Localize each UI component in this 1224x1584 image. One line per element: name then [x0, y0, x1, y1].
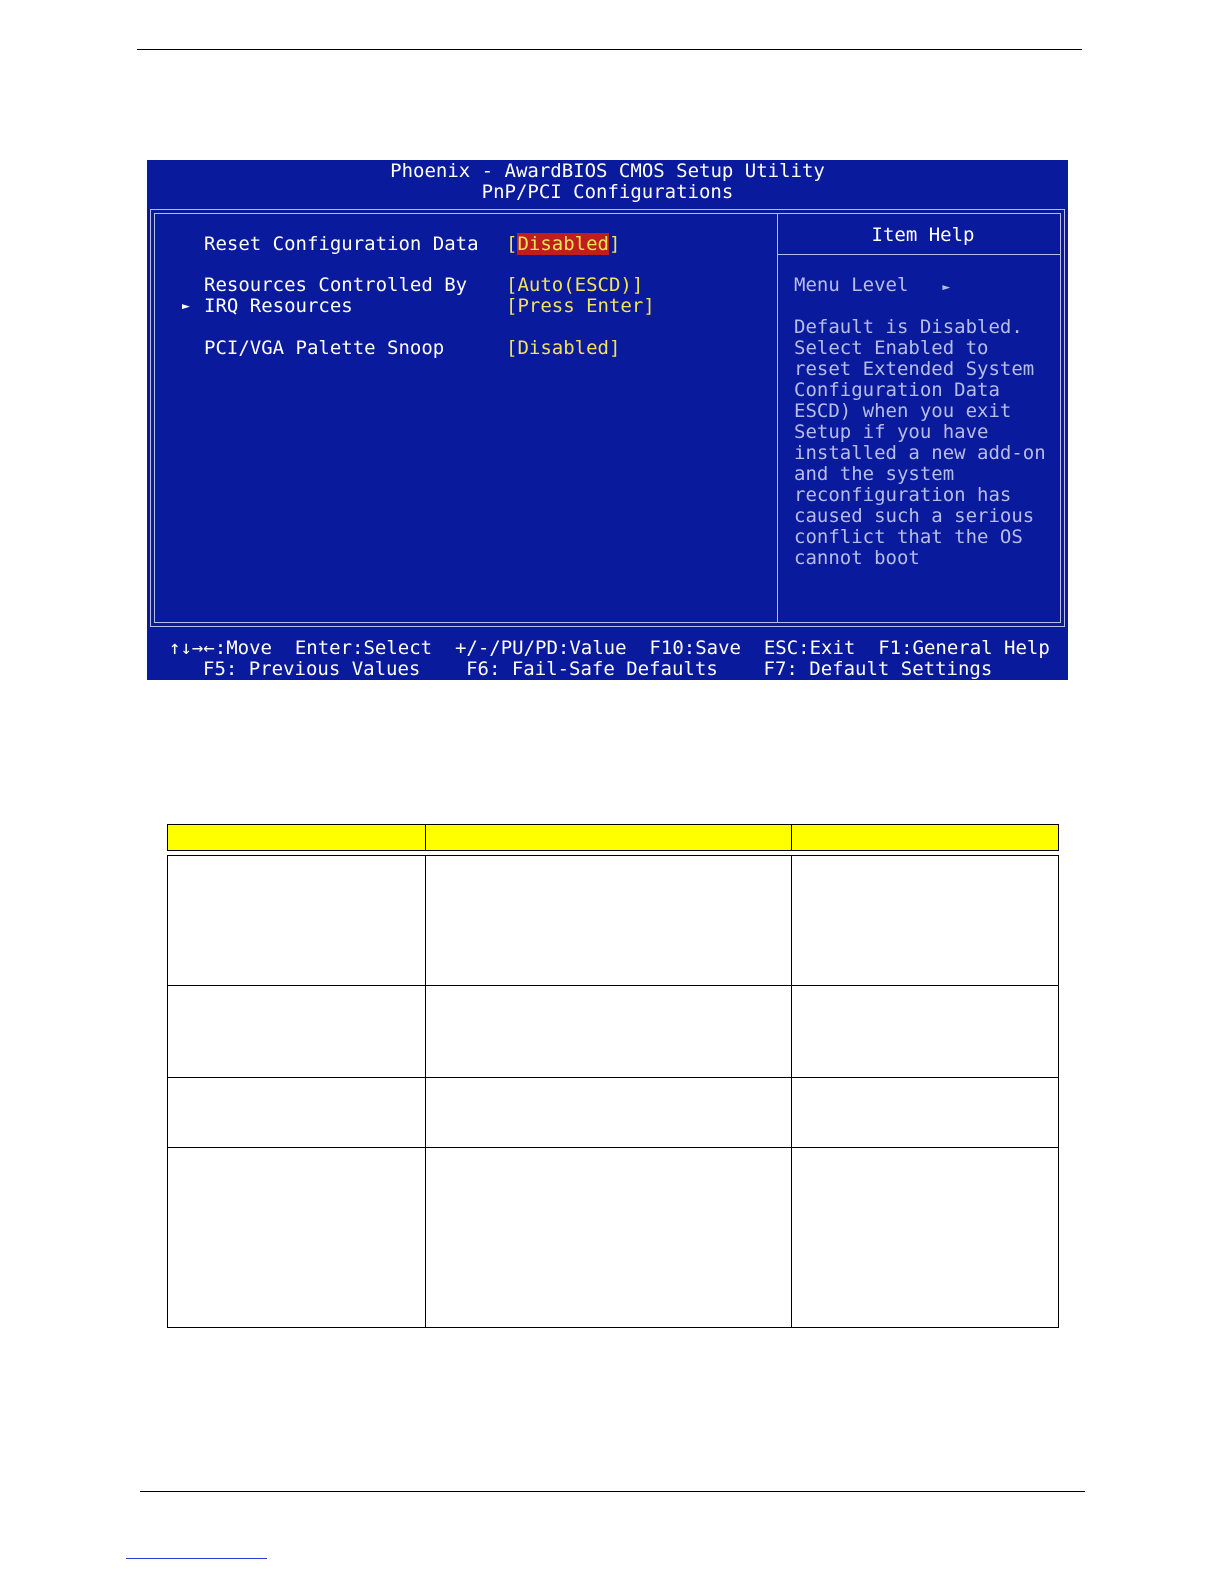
- help-line: ESCD) when you exit: [794, 400, 1012, 422]
- table-header-cell: [425, 824, 792, 851]
- table-column-divider: [425, 855, 426, 1328]
- bios-subtitle: PnP/PCI Configurations: [481, 181, 734, 203]
- setting-resources-controlled-by-value[interactable]: [Auto(ESCD)]: [506, 274, 644, 296]
- setting-pci-vga-palette-snoop-value[interactable]: [Disabled]: [506, 337, 621, 359]
- help-line: reset Extended System: [794, 358, 1035, 380]
- bios-inner-frame: [154, 213, 1061, 623]
- bios-title-area: [147, 160, 1068, 203]
- key-legend-line-2: F5: Previous Values F6: Fail-Safe Defaults F7: Default Settings: [203, 658, 993, 680]
- table-row-divider: [167, 1147, 1059, 1148]
- page-header-rule: [137, 49, 1082, 50]
- help-line: installed a new add-on: [794, 442, 1046, 464]
- help-line: Select Enabled to: [794, 337, 989, 359]
- help-line: caused such a serious: [794, 505, 1035, 527]
- help-line: conflict that the OS: [794, 526, 1023, 548]
- menu-level-text: [794, 275, 950, 298]
- table-column-divider: [167, 855, 168, 1328]
- table-row-divider: [167, 1327, 1059, 1328]
- help-panel-divider: [777, 214, 778, 622]
- setting-irq-resources-label[interactable]: IRQ Resources: [204, 295, 353, 317]
- table-row-divider: [167, 855, 1059, 856]
- table-row-divider: [167, 985, 1059, 986]
- table-column-divider: [791, 855, 792, 1328]
- help-line: Setup if you have: [794, 421, 989, 443]
- menu-level-arrow-icon: ►: [942, 280, 951, 295]
- key-legend-line-1: ↑↓→←:Move Enter:Select +/-/PU/PD:Value F10:Save ESC:Exit F1:General Help: [169, 637, 1050, 659]
- footer-link-underline[interactable]: [126, 1558, 267, 1559]
- value-bracket-close: ]: [608, 233, 621, 255]
- item-help-title: Item Help: [871, 224, 975, 246]
- submenu-arrow-icon: ►: [182, 299, 190, 314]
- value-bracket-open: [: [506, 233, 518, 255]
- setting-reset-configuration-data-label[interactable]: Reset Configuration Data: [204, 233, 479, 255]
- help-line: and the system: [794, 463, 955, 485]
- setting-irq-resources-value[interactable]: [Press Enter]: [506, 295, 655, 317]
- table-header-cell: [791, 824, 1059, 851]
- help-line: cannot boot: [794, 547, 920, 569]
- help-line: Configuration Data: [794, 379, 1000, 401]
- setting-reset-configuration-data-value[interactable]: [506, 234, 620, 255]
- help-line: Default is Disabled.: [794, 316, 1023, 338]
- table-column-divider: [1058, 855, 1059, 1328]
- settings-table: [167, 824, 1059, 1328]
- setting-resources-controlled-by-label[interactable]: Resources Controlled By: [204, 274, 468, 296]
- bios-title: Phoenix - AwardBIOS CMOS Setup Utility: [390, 160, 825, 182]
- menu-level-label: Menu Level: [794, 274, 909, 296]
- table-row-divider: [167, 1077, 1059, 1078]
- bios-setup-screen: [147, 160, 1068, 680]
- setting-pci-vga-palette-snoop-label[interactable]: PCI/VGA Palette Snoop: [204, 337, 445, 359]
- selected-value-highlight[interactable]: Disabled: [517, 233, 609, 255]
- table-header-cell: [167, 824, 426, 851]
- bios-main-frame: [150, 209, 1065, 627]
- help-line: reconfiguration has: [794, 484, 1012, 506]
- page-footer-rule: [140, 1491, 1085, 1492]
- help-title-divider: [777, 254, 1060, 255]
